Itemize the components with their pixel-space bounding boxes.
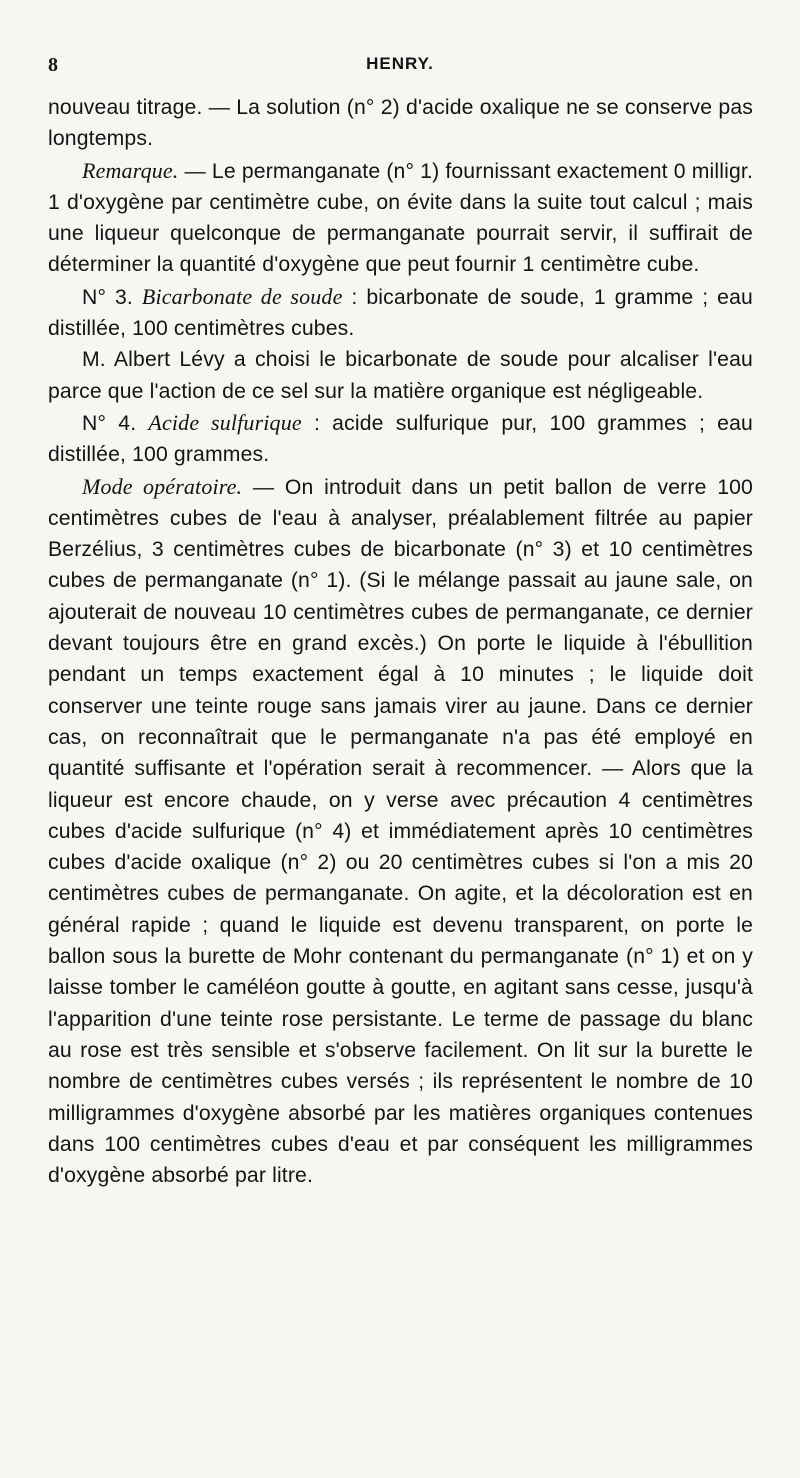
paragraph-continuation	[48, 92, 753, 155]
paragraph-text: : acide sulfurique pur, 100 grammes ; eau distillée, 100 grammes.	[48, 411, 753, 467]
paragraph-prefix: N° 3.	[82, 285, 142, 309]
page-header	[48, 54, 752, 84]
body-text	[48, 92, 753, 1191]
paragraph-reagent-3	[48, 281, 753, 345]
paragraph-text: — On introduit dans un petit ballon de verre 100 centimètres cubes de l'eau à analyser, préalablement filtrée au papier Berzélius, 3 centimètres cubes de bicarbonate (n° 3) et 10 centimètres cubes de permanganate (n° 1). (Si le mélange passait au jaune sale, on ajouterait de nouveau 10 centimètres cubes de permanganate, ce dernier devant toujours être en grand excès.) On porte le liquide à l'ébullition pendant un temps exactement égal à 10 minutes ; le liquide doit conserver une teinte rouge sans jamais virer au jaune. Dans ce dernier cas, on reconnaîtrait que le permanganate n'a pas été employé en quantité suffisante et l'opération serait à recommencer. — Alors que la liqueur est encore chaude, on y verse avec précaution 4 centimètres cubes d'acide sulfurique (n° 4) et immédiatement après 10 centimètres cubes d'acide oxalique (n° 2) ou 20 centimètres cubes si l'on a mis 20 centimètres cubes de permanganate. On agite, et la décoloration est en général rapide ; quand le liquide est devenu transparent, on porte le ballon sous la burette de Mohr contenant du permanganate (n° 1) et on y laisse tomber le caméléon goutte à goutte, en agitant sans cesse, jusqu'à l'apparition d'une teinte rose persistante. Le terme de passage du blanc au rose est très sensible et s'observe facilement. On lit sur la burette le nombre de centimètres cubes versés ; ils représentent le nombre de 10 milligrammes d'oxygène absorbé par les matières organiques contenues dans 100 centimètres cubes d'eau et par conséquent les milligrammes d'oxygène absorbé par litre.	[48, 475, 753, 1188]
paragraph-text: M. Albert Lévy a choisi le bicarbonate de soude pour alcaliser l'eau parce que l'action de ce sel sur la matière organique est négligeable.	[48, 348, 753, 403]
paragraph-prefix: N° 4.	[82, 411, 149, 435]
paragraph-text: — Le permanganate (n° 1) fournissant exactement 0 milligr. 1 d'oxygène par centimètre cube, on évite dans la suite tout calcul ; mais une liqueur quelconque de permanganate pourrait servir, il suffirait de déterminer la quantité d'oxygène que peut fournir 1 centimètre cube.	[48, 159, 753, 277]
paragraph-mode-operatoire	[48, 471, 753, 1192]
paragraph-text: nouveau titrage. — La solution (n° 2) d'acide oxalique ne se conserve pas longtemps.	[48, 96, 753, 151]
paragraph-text: : bicarbonate de soude, 1 gramme ; eau distillée, 100 centimètres cubes.	[48, 285, 753, 341]
page-number: 8	[48, 54, 58, 76]
running-head: HENRY.	[366, 54, 434, 73]
paragraph-lead: Mode opératoire.	[82, 473, 243, 499]
paragraph-reagent-4	[48, 407, 753, 471]
paragraph-levy	[48, 344, 753, 407]
paragraph-lead: Bicarbonate de soude	[141, 283, 343, 309]
paragraph-remarque	[48, 155, 753, 281]
paragraph-lead: Remarque.	[82, 157, 179, 183]
paragraph-lead: Acide sulfurique	[148, 409, 302, 435]
